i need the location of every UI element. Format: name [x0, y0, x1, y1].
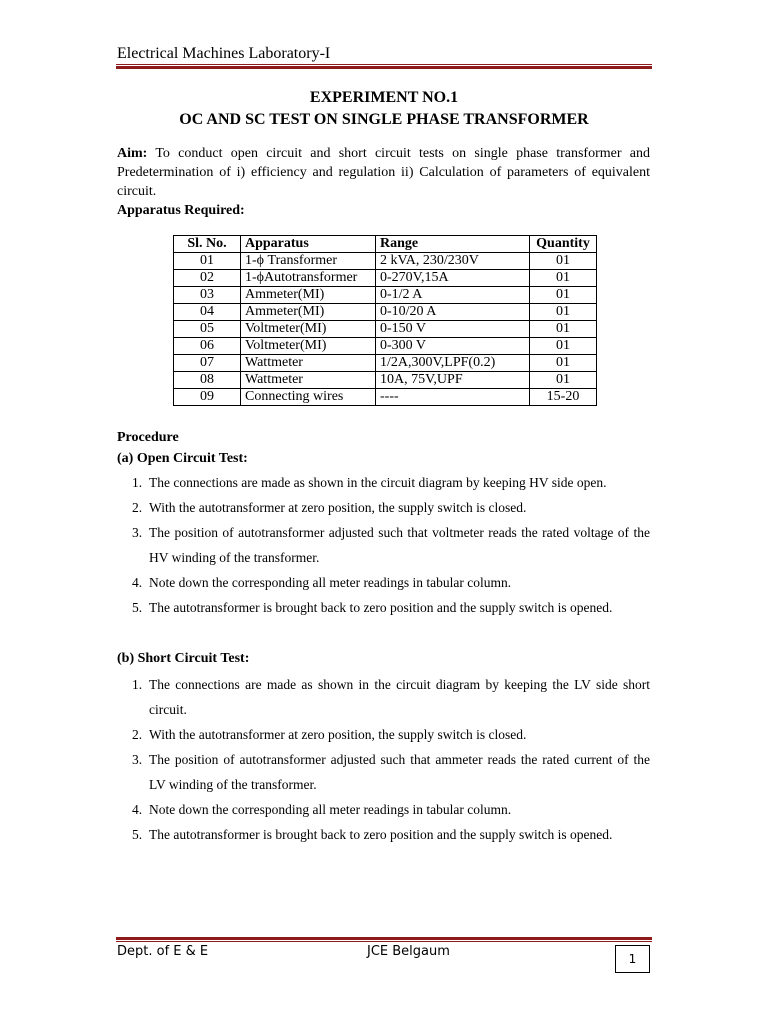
cell-quantity: 01: [530, 355, 597, 372]
list-item-text: The position of autotransformer adjusted such that ammeter reads the rated current of the LV winding of the transformer.: [149, 752, 650, 792]
column-header-range: Range: [376, 236, 530, 253]
cell-range: ----: [376, 389, 530, 406]
list-item-text: The connections are made as shown in the circuit diagram by keeping the LV side short circuit.: [149, 677, 650, 717]
list-item-number: 4.: [132, 802, 143, 817]
list-item: [132, 595, 650, 620]
cell-sl-no: 08: [174, 372, 241, 389]
apparatus-heading: Apparatus Required:: [117, 203, 245, 218]
cell-range: 0-150 V: [376, 321, 530, 338]
aim-text: To conduct open circuit and short circuit tests on single phase transformer and Predetermination of i) efficiency and regulation ii) Calculation of parameters of equivalent circuit.: [117, 146, 650, 199]
short-circuit-heading: (b) Short Circuit Test:: [117, 651, 250, 666]
apparatus-table-header-row: [174, 236, 597, 253]
cell-sl-no: 01: [174, 253, 241, 270]
page-number: 1: [615, 945, 650, 973]
list-item: [132, 797, 650, 822]
list-item: [132, 470, 650, 495]
cell-apparatus: Ammeter(MI): [241, 304, 376, 321]
open-circuit-heading: (a) Open Circuit Test:: [117, 451, 248, 466]
cell-quantity: 01: [530, 253, 597, 270]
table-row: [174, 304, 597, 321]
list-item-number: 3.: [132, 525, 143, 540]
cell-sl-no: 06: [174, 338, 241, 355]
cell-sl-no: 05: [174, 321, 241, 338]
cell-apparatus: Wattmeter: [241, 355, 376, 372]
cell-sl-no: 09: [174, 389, 241, 406]
cell-quantity: 01: [530, 287, 597, 304]
list-item: [132, 747, 650, 797]
list-item-number: 4.: [132, 575, 143, 590]
column-header-quantity: Quantity: [530, 236, 597, 253]
cell-apparatus: Voltmeter(MI): [241, 338, 376, 355]
list-item: [132, 672, 650, 722]
cell-quantity: 01: [530, 270, 597, 287]
list-item-number: 5.: [132, 827, 143, 842]
list-item: [132, 570, 650, 595]
footer-rule-thick: [116, 937, 652, 940]
table-row: [174, 253, 597, 270]
footer-college: JCE Belgaum: [367, 944, 450, 959]
cell-range: 1/2A,300V,LPF(0.2): [376, 355, 530, 372]
cell-quantity: 01: [530, 304, 597, 321]
footer-department: Dept. of E & E: [117, 944, 209, 959]
cell-sl-no: 02: [174, 270, 241, 287]
running-header: Electrical Machines Laboratory-I: [117, 45, 331, 62]
column-header-apparatus: Apparatus: [241, 236, 376, 253]
list-item-number: 1.: [132, 677, 143, 692]
procedure-heading: Procedure: [117, 430, 179, 445]
footer-rule-thin: [116, 941, 652, 942]
cell-range: 10A, 75V,UPF: [376, 372, 530, 389]
cell-sl-no: 07: [174, 355, 241, 372]
cell-range: 0-300 V: [376, 338, 530, 355]
table-row: [174, 287, 597, 304]
apparatus-table-body: [174, 253, 597, 406]
aim-paragraph: [117, 144, 650, 201]
list-item: [132, 722, 650, 747]
list-item-number: 2.: [132, 500, 143, 515]
cell-range: 2 kVA, 230/230V: [376, 253, 530, 270]
cell-range: 0-10/20 A: [376, 304, 530, 321]
list-item-text: The autotransformer is brought back to zero position and the supply switch is opened.: [149, 827, 613, 842]
cell-apparatus: Voltmeter(MI): [241, 321, 376, 338]
table-row: [174, 321, 597, 338]
list-item: [132, 822, 650, 847]
cell-sl-no: 04: [174, 304, 241, 321]
cell-apparatus: 1-ϕAutotransformer: [241, 270, 376, 287]
aim-label: Aim:: [117, 146, 148, 161]
apparatus-table: [173, 235, 597, 406]
cell-apparatus: Connecting wires: [241, 389, 376, 406]
table-row: [174, 338, 597, 355]
list-item-text: The autotransformer is brought back to zero position and the supply switch is opened.: [149, 600, 613, 615]
list-item: [132, 495, 650, 520]
table-row: [174, 372, 597, 389]
short-circuit-steps: [132, 672, 650, 847]
cell-quantity: 01: [530, 372, 597, 389]
list-item: [132, 520, 650, 570]
list-item-text: The position of autotransformer adjusted such that voltmeter reads the rated voltage of the HV winding of the transformer.: [149, 525, 650, 565]
experiment-number: EXPERIMENT NO.1: [309, 89, 459, 106]
cell-quantity: 15-20: [530, 389, 597, 406]
cell-apparatus: Ammeter(MI): [241, 287, 376, 304]
list-item-text: With the autotransformer at zero position, the supply switch is closed.: [149, 727, 527, 742]
header-rule-thin: [116, 64, 652, 65]
cell-quantity: 01: [530, 338, 597, 355]
cell-apparatus: 1-ϕ Transformer: [241, 253, 376, 270]
list-item-text: With the autotransformer at zero position, the supply switch is closed.: [149, 500, 527, 515]
list-item-number: 2.: [132, 727, 143, 742]
list-item-text: The connections are made as shown in the circuit diagram by keeping HV side open.: [149, 475, 607, 490]
experiment-title: OC AND SC TEST ON SINGLE PHASE TRANSFORMER: [179, 111, 589, 128]
open-circuit-steps: [132, 470, 650, 620]
list-item-text: Note down the corresponding all meter readings in tabular column.: [149, 575, 512, 590]
table-row: [174, 355, 597, 372]
list-item-number: 1.: [132, 475, 143, 490]
list-item-number: 5.: [132, 600, 143, 615]
list-item-number: 3.: [132, 752, 143, 767]
cell-sl-no: 03: [174, 287, 241, 304]
table-row: [174, 270, 597, 287]
cell-apparatus: Wattmeter: [241, 372, 376, 389]
list-item-text: Note down the corresponding all meter readings in tabular column.: [149, 802, 512, 817]
header-rule-thick: [116, 66, 652, 69]
cell-range: 0-1/2 A: [376, 287, 530, 304]
cell-range: 0-270V,15A: [376, 270, 530, 287]
table-row: [174, 389, 597, 406]
cell-quantity: 01: [530, 321, 597, 338]
column-header-sl-no: Sl. No.: [174, 236, 241, 253]
